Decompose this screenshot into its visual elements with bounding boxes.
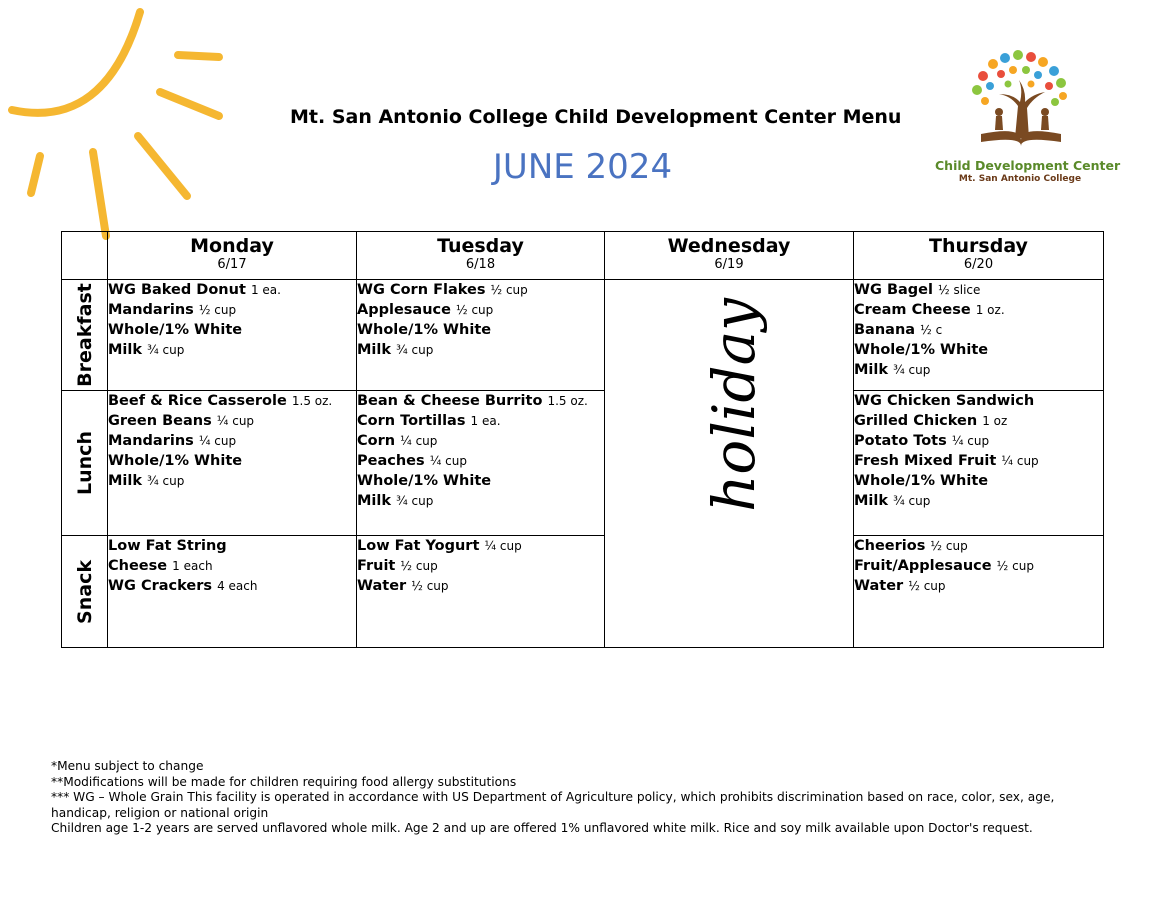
holiday-text: holiday (700, 298, 769, 512)
menu-item (854, 431, 1103, 451)
footer-note: *** WG – Whole Grain This facility is operated in accordance with US Department of Agriculture policy, which prohibits discrimination based on race, color, sex, age, (51, 790, 1055, 805)
menu-item-name: Grilled Chicken (854, 413, 978, 429)
menu-item-quantity: 1 ea. (250, 283, 281, 297)
menu-item (854, 491, 1103, 511)
menu-item-quantity: 4 each (217, 579, 258, 593)
menu-item-quantity: ½ cup (456, 303, 494, 317)
menu-item-quantity: 1.5 oz. (291, 394, 333, 408)
menu-item-name: Beef & Rice Casserole (108, 393, 287, 409)
menu-item-name: Corn (357, 433, 396, 449)
menu-item (108, 300, 356, 320)
day-date: 6/17 (217, 257, 247, 272)
menu-item-name: Fruit (357, 558, 396, 574)
menu-item-quantity: 1 oz (982, 414, 1008, 428)
menu-cell-tuesday-lunch (357, 391, 605, 536)
menu-item-quantity: ½ cup (400, 559, 438, 573)
menu-item-quantity: ½ cup (490, 283, 528, 297)
menu-table (61, 231, 1104, 648)
menu-item (357, 471, 604, 491)
menu-item-name: Fresh Mixed Fruit (854, 453, 997, 469)
menu-item-quantity: ½ cup (908, 579, 946, 593)
day-date: 6/18 (465, 257, 496, 272)
menu-item-name: Milk (108, 342, 143, 358)
menu-item-name: Mandarins (108, 302, 194, 318)
menu-item-quantity: ¼ cup (484, 539, 522, 553)
menu-item (357, 300, 604, 320)
menu-item (357, 320, 604, 340)
meal-label-text: Snack (73, 559, 96, 624)
menu-cell-thursday-snack (854, 536, 1104, 648)
day-name: Monday (190, 235, 274, 257)
menu-item (357, 536, 604, 556)
menu-item-name: WG Corn Flakes (357, 282, 486, 298)
menu-item-quantity: ¼ cup (198, 434, 237, 448)
day-header-monday (108, 232, 357, 280)
menu-item-name: Whole/1% White (108, 453, 243, 469)
menu-item-name: Cheese (108, 558, 168, 574)
menu-item-quantity: ¼ cup (400, 434, 438, 448)
menu-item-quantity: ½ cup (411, 579, 449, 593)
menu-item-name: WG Chicken Sandwich (854, 393, 1035, 409)
menu-item (854, 340, 1103, 360)
menu-item-quantity: 1 ea. (470, 414, 501, 428)
day-name: Wednesday (667, 235, 791, 257)
menu-item (854, 411, 1103, 431)
menu-item-name: Water (357, 578, 407, 594)
menu-item-quantity: 1.5 oz. (547, 394, 588, 408)
menu-item-quantity: ½ c (920, 323, 943, 337)
menu-item-name: Milk (854, 362, 889, 378)
sun-decoration (0, 0, 240, 240)
menu-item-quantity: ¼ cup (216, 414, 255, 428)
menu-item (854, 320, 1103, 340)
menu-item (854, 451, 1103, 471)
menu-item (854, 360, 1103, 380)
menu-item-quantity: ¾ cup (396, 343, 434, 357)
sun-ray (93, 152, 106, 236)
menu-item (108, 471, 356, 491)
menu-cell-thursday-breakfast (854, 280, 1104, 391)
menu-item-name: Cheerios (854, 538, 926, 554)
day-date: 6/19 (714, 257, 744, 272)
menu-item (854, 471, 1103, 491)
footer-note: Children age 1-2 years are served unflavored whole milk. Age 2 and up are offered 1% unflavored white milk. Rice and soy milk available upon Doctor's request. (51, 821, 1033, 836)
menu-item (357, 491, 604, 511)
footer-note: *Menu subject to change (51, 759, 204, 773)
menu-item-name: Whole/1% White (854, 473, 989, 489)
menu-item-name: WG Baked Donut (108, 282, 246, 298)
meal-label-lunch (62, 391, 108, 536)
menu-item-name: Whole/1% White (357, 473, 492, 489)
menu-item-name: Milk (357, 342, 392, 358)
menu-item (108, 280, 356, 300)
menu-item-quantity: ¾ cup (893, 494, 931, 508)
menu-item-name: Bean & Cheese Burrito (357, 393, 543, 409)
menu-item-name: Water (854, 578, 904, 594)
tree-logo-icon (963, 46, 1078, 156)
menu-item (357, 340, 604, 360)
menu-item-name: Low Fat Yogurt (357, 538, 480, 554)
menu-item (108, 391, 356, 411)
menu-item-name: Cream Cheese (854, 302, 971, 318)
menu-item (108, 556, 356, 576)
menu-cell-thursday-lunch (854, 391, 1104, 536)
menu-cell-monday-breakfast (108, 280, 357, 391)
menu-item (854, 280, 1103, 300)
meal-row-snack (62, 536, 1104, 648)
menu-item-name: Milk (108, 473, 143, 489)
menu-item-name: Milk (357, 493, 392, 509)
menu-item (108, 320, 356, 340)
menu-item (357, 431, 604, 451)
menu-item (357, 556, 604, 576)
menu-item-name: WG Bagel (854, 282, 933, 298)
meal-label-snack (62, 536, 108, 648)
menu-item-name: Whole/1% White (854, 342, 989, 358)
menu-item-quantity: 1 oz. (975, 303, 1005, 317)
menu-item-quantity: ½ slice (938, 283, 981, 297)
menu-item-name: Banana (854, 322, 916, 338)
day-header-row (62, 232, 1104, 280)
menu-item-quantity: ¼ cup (1001, 454, 1039, 468)
menu-item-quantity: ¼ cup (429, 454, 467, 468)
sun-arc (12, 12, 140, 113)
menu-item (854, 576, 1103, 596)
menu-item-quantity: ½ cup (198, 303, 237, 317)
menu-item-name: Green Beans (108, 413, 212, 429)
menu-item-quantity: ¼ cup (951, 434, 990, 448)
menu-item (108, 536, 356, 556)
meal-label-text: Lunch (73, 431, 96, 495)
menu-item-name: Milk (854, 493, 889, 509)
menu-item-name: Corn Tortillas (357, 413, 466, 429)
menu-item-quantity: ¾ cup (893, 363, 931, 377)
menu-item (854, 391, 1103, 411)
menu-cell-monday-lunch (108, 391, 357, 536)
menu-item-quantity: ¾ cup (147, 474, 185, 488)
menu-item-name: WG Crackers (108, 578, 212, 594)
page-title: Mt. San Antonio College Child Development Center Menu (290, 106, 902, 128)
meal-row-lunch (62, 391, 1104, 536)
menu-item-quantity: ½ cup (930, 539, 968, 553)
menu-item-name: Potato Tots (854, 433, 947, 449)
day-name: Tuesday (437, 235, 524, 257)
menu-item-name: Low Fat String (108, 538, 227, 554)
menu-item (357, 280, 604, 300)
menu-item (357, 391, 604, 411)
holiday-script (659, 280, 799, 530)
menu-item-quantity: ¾ cup (396, 494, 434, 508)
sun-ray (31, 156, 40, 193)
menu-item (108, 431, 356, 451)
sun-ray (138, 136, 187, 196)
menu-item (108, 576, 356, 596)
logo (935, 46, 1121, 191)
logo-title: Child Development Center (935, 158, 1121, 173)
menu-item-quantity: 1 each (172, 559, 213, 573)
meal-label-text: Breakfast (73, 283, 96, 387)
menu-item (108, 411, 356, 431)
menu-item-name: Applesauce (357, 302, 451, 318)
menu-item (357, 411, 604, 431)
meal-row-breakfast (62, 280, 1104, 391)
menu-item-name: Fruit/Applesauce (854, 558, 992, 574)
menu-item-name: Mandarins (108, 433, 194, 449)
menu-item-name: Whole/1% White (108, 322, 243, 338)
menu-item-name: Whole/1% White (357, 322, 492, 338)
menu-item-quantity: ½ cup (996, 559, 1034, 573)
footer-note: **Modifications will be made for children requiring food allergy substitutions (51, 774, 517, 789)
menu-item (854, 300, 1103, 320)
footer-notes (51, 759, 1131, 837)
meal-label-breakfast (62, 280, 108, 391)
menu-cell-tuesday-breakfast (357, 280, 605, 391)
sun-ray (160, 92, 219, 116)
menu-item (108, 340, 356, 360)
sun-ray (178, 55, 219, 57)
menu-item (357, 451, 604, 471)
logo-subtitle: Mt. San Antonio College (958, 174, 1082, 184)
menu-item (854, 556, 1103, 576)
menu-item (357, 576, 604, 596)
holiday-cell (605, 280, 854, 648)
month-title: JUNE 2024 (492, 147, 673, 187)
corner-cell (62, 232, 108, 280)
day-header-tuesday (357, 232, 605, 280)
footer-note: handicap, religion or national origin (51, 805, 269, 820)
menu-cell-tuesday-snack (357, 536, 605, 648)
menu-item (854, 536, 1103, 556)
day-header-wednesday (605, 232, 854, 280)
menu-cell-monday-snack (108, 536, 357, 648)
menu-item (108, 451, 356, 471)
day-header-thursday (854, 232, 1104, 280)
menu-item-name: Peaches (357, 453, 425, 469)
day-date: 6/20 (963, 257, 994, 272)
menu-item-quantity: ¾ cup (147, 343, 185, 357)
day-name: Thursday (929, 235, 1028, 257)
